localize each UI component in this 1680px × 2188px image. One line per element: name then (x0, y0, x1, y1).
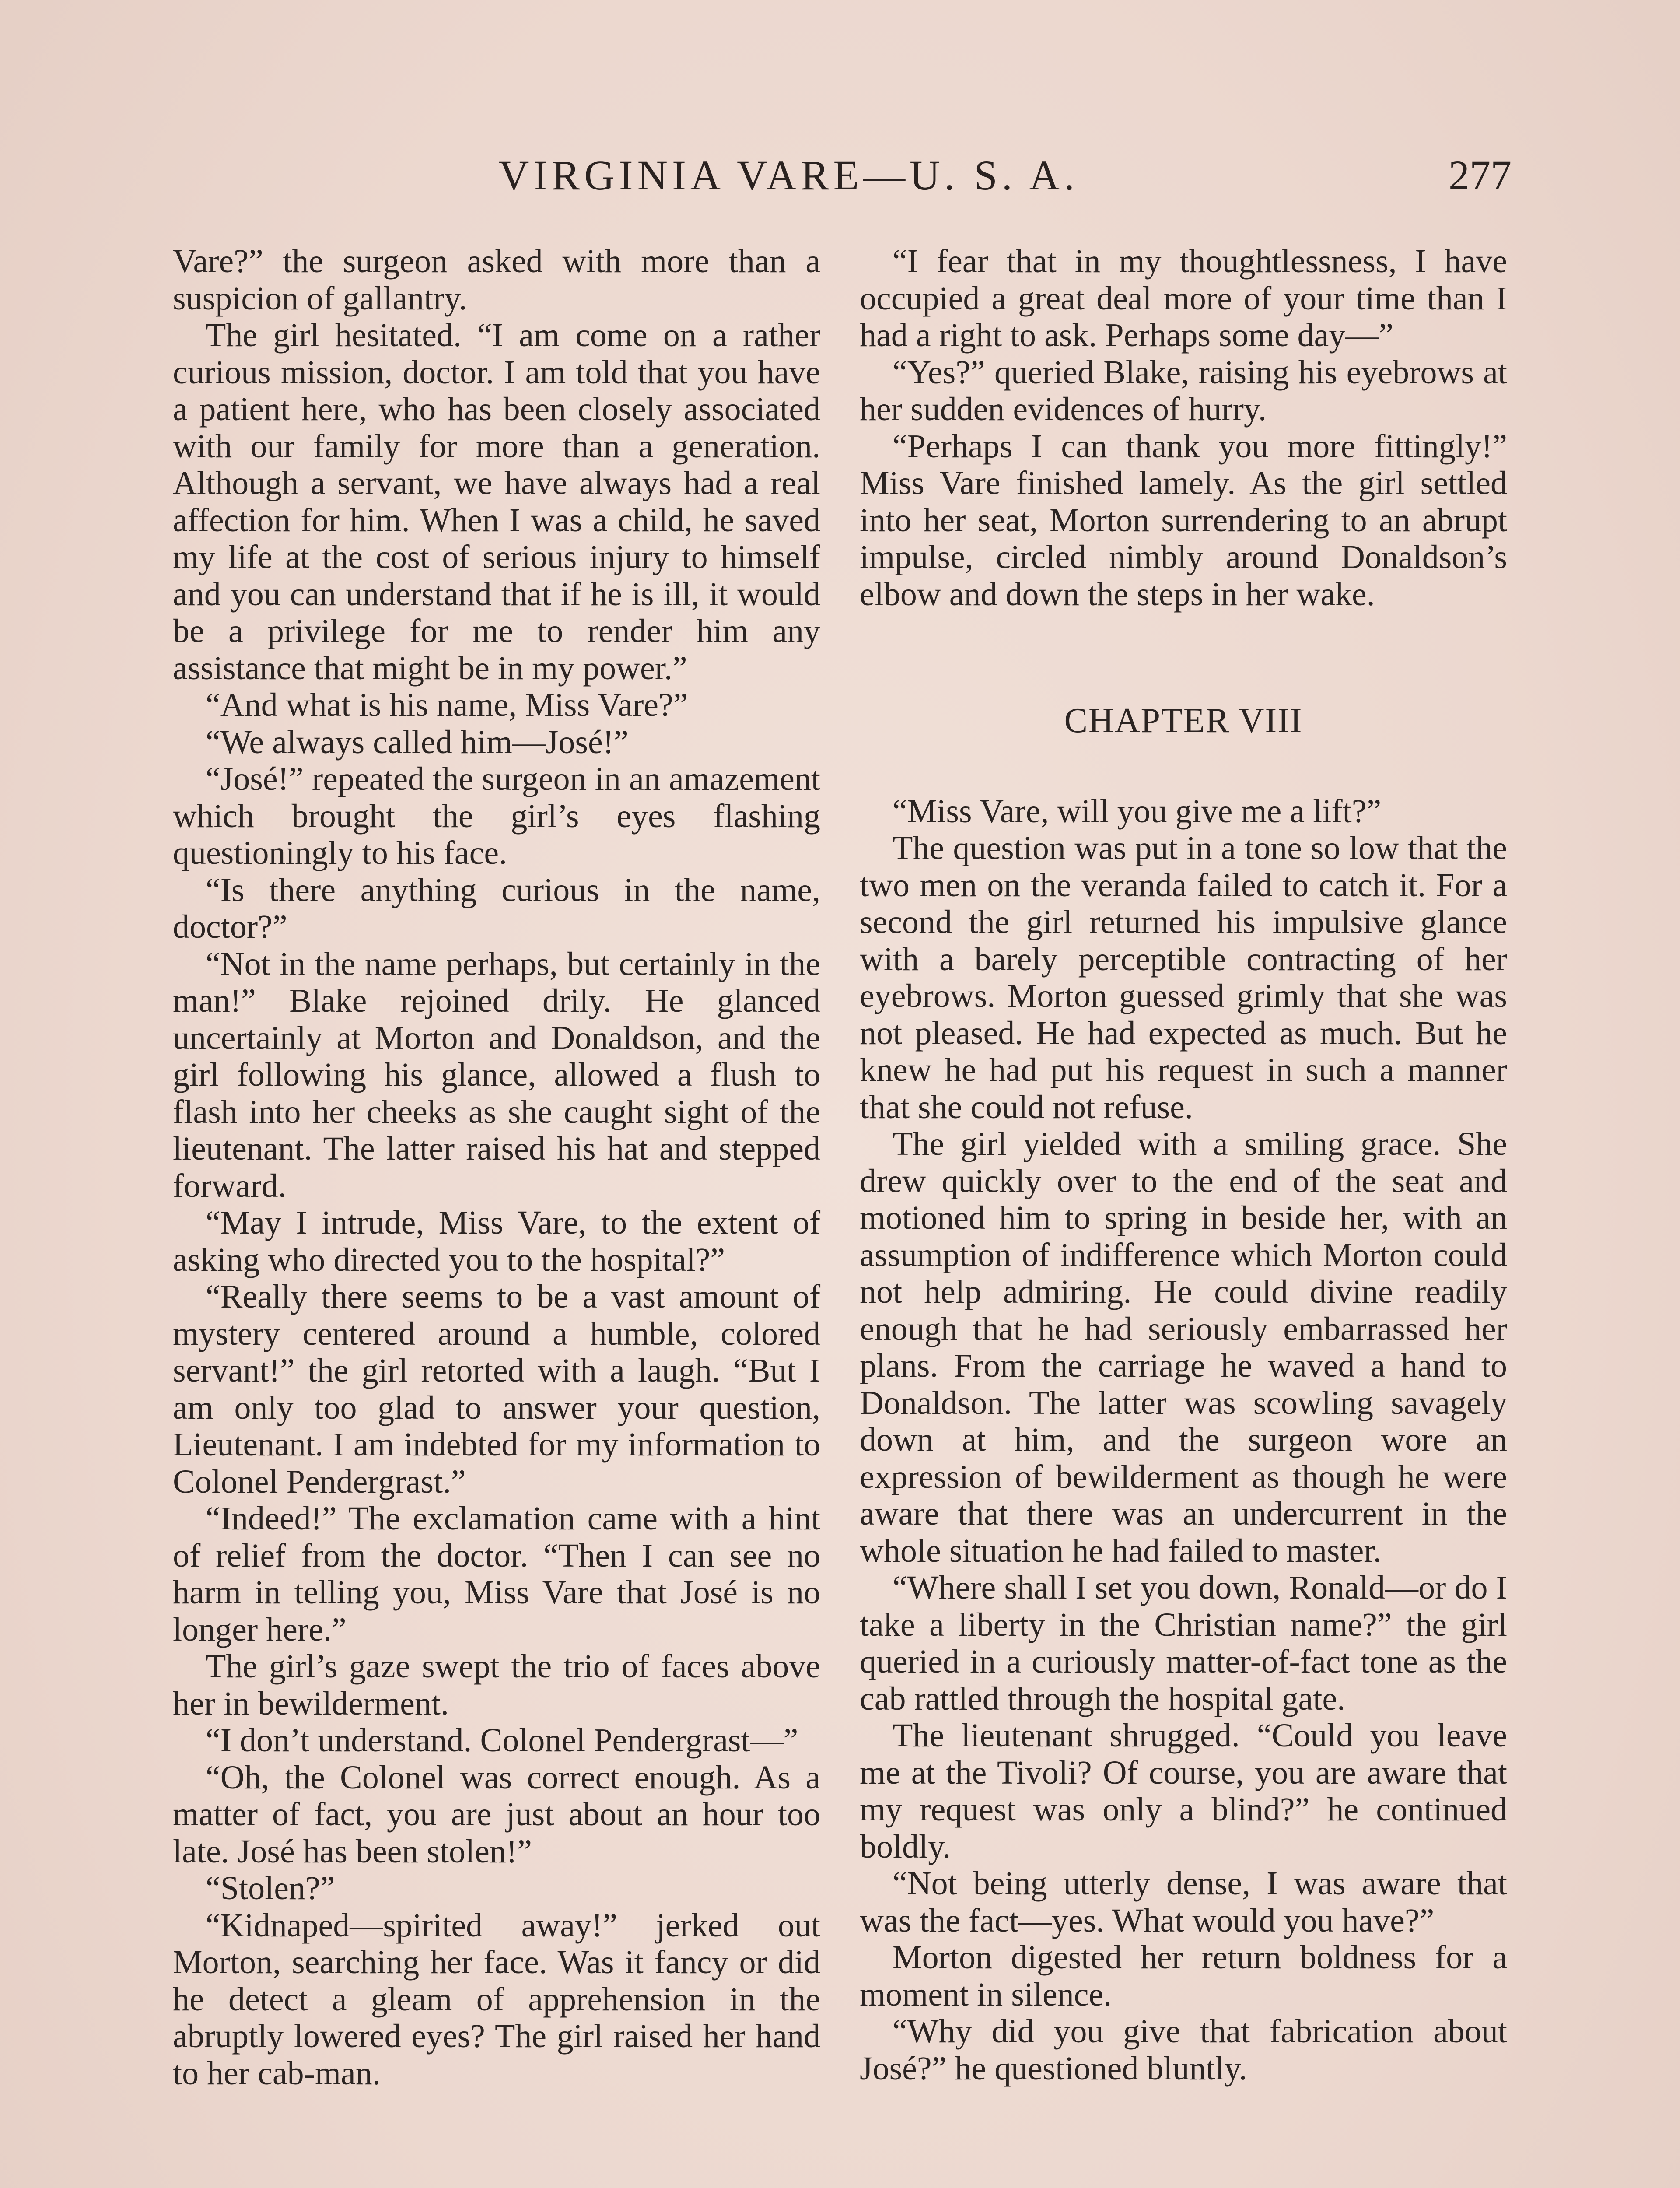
running-title: VIRGINIA VARE—U. S. A. (499, 152, 1079, 199)
paragraph: The girl’s gaze swept the trio of faces above her in bewilderment. (173, 1648, 820, 1722)
paragraph: The lieutenant shrugged. “Could you leave me at the Tivoli? Of course, you are aware that my request was only a blind?” he continued boldly. (860, 1717, 1507, 1865)
paragraph: “Not in the name perhaps, but certainly in the man!” Blake rejoined drily. He glanced uncertainly at Morton and Donaldson, and the girl following his glance, allowed a flush to flash into her cheeks as she caught sight of the lieutenant. The latter raised his hat and stepped forward. (173, 945, 820, 1204)
paragraph: “José!” repeated the surgeon in an amazement which brought the girl’s eyes flashing questioningly to his face. (173, 761, 820, 871)
paragraph: “Indeed!” The exclamation came with a hint of relief from the doctor. “Then I can see no harm in telling you, Miss Vare that José is no longer here.” (173, 1500, 820, 1648)
paragraph: “Perhaps I can thank you more fittingly!” Miss Vare finished lamely. As the girl settled into her seat, Morton surrendering to an abrupt impulse, circled nimbly around Donaldson’s elbow and down the steps in her wake. (860, 428, 1507, 613)
paragraph: “I don’t understand. Colonel Pendergrast—” (206, 1722, 798, 1759)
paragraph: “Not being utterly dense, I was aware that was the fact—yes. What would you have?” (860, 1865, 1507, 1939)
paragraph: “Yes?” queried Blake, raising his eyebrows at her sudden evidences of hurry. (860, 354, 1507, 428)
left-column (173, 243, 820, 2092)
paragraph: “Miss Vare, will you give me a lift?” (892, 792, 1382, 830)
paragraph: “Really there seems to be a vast amount of mystery centered around a humble, colored servant!” the girl retorted with a laugh. “But I am only too glad to answer your question, Lieutenant. I am indebted for my information to Colonel Pendergrast.” (173, 1278, 820, 1500)
paragraph: Vare?” the surgeon asked with more than a suspicion of gallantry. (173, 243, 820, 317)
paragraph: Morton digested her return boldness for a moment in silence. (860, 1939, 1507, 2013)
paragraph: The girl yielded with a smiling grace. She drew quickly over to the end of the seat and motioned him to spring in beside her, with an assumption of indifference which Morton could not help admiring. He could divine readily enough that he had seriously embarrassed her plans. From the carriage he waved a hand to Donaldson. The latter was scowling savagely down at him, and the surgeon wore an expression of bewilderment as though he were aware that there was an undercurrent in the whole situation he had failed to master. (860, 1126, 1507, 1569)
paragraph: “Is there anything curious in the name, doctor?” (173, 871, 820, 945)
paragraph: “We always called him—José!” (206, 723, 629, 761)
right-column (860, 243, 1507, 2087)
paragraph: “Why did you give that fabrication about José?” he questioned bluntly. (860, 2013, 1507, 2087)
paragraph: “May I intrude, Miss Vare, to the extent of asking who directed you to the hospital?” (173, 1204, 820, 1278)
page-number: 277 (1449, 152, 1512, 199)
paragraph: “Where shall I set you down, Ronald—or do I take a liberty in the Christian name?” the girl queried in a curiously matter-of-fact tone as the cab rattled through the hospital gate. (860, 1569, 1507, 1717)
paragraph: “And what is his name, Miss Vare?” (206, 687, 688, 723)
paragraph: “I fear that in my thoughtlessness, I have occupied a great deal more of your time than I had a right to ask. Perhaps some day—” (860, 243, 1507, 354)
paragraph: “Oh, the Colonel was correct enough. As a matter of fact, you are just about an hour too late. José has been stolen!” (173, 1759, 820, 1870)
paragraph: “Kidnaped—spirited away!” jerked out Morton, searching her face. Was it fancy or did he detect a gleam of apprehension in the abruptly lowered eyes? The girl raised her hand to her cab-man. (173, 1907, 820, 2092)
chapter-heading: CHAPTER VIII (1064, 701, 1303, 740)
paragraph: The girl hesitated. “I am come on a rather curious mission, doctor. I am told that you have a patient here, who has been closely associated with our family for more than a generation. Although a servant, we have always had a real affection for him. When I was a child, he saved my life at the cost of serious injury to himself and you can understand that if he is ill, it would be a privilege for me to render him any assistance that might be in my power.” (173, 317, 820, 687)
paragraph: The question was put in a tone so low that the two men on the veranda failed to catch it. For a second the girl returned his impulsive glance with a barely perceptible contracting of her eyebrows. Morton guessed grimly that she was not pleased. He had expected as much. But he knew he had put his request in such a manner that she could not refuse. (860, 830, 1507, 1126)
paragraph: “Stolen?” (206, 1870, 335, 1907)
